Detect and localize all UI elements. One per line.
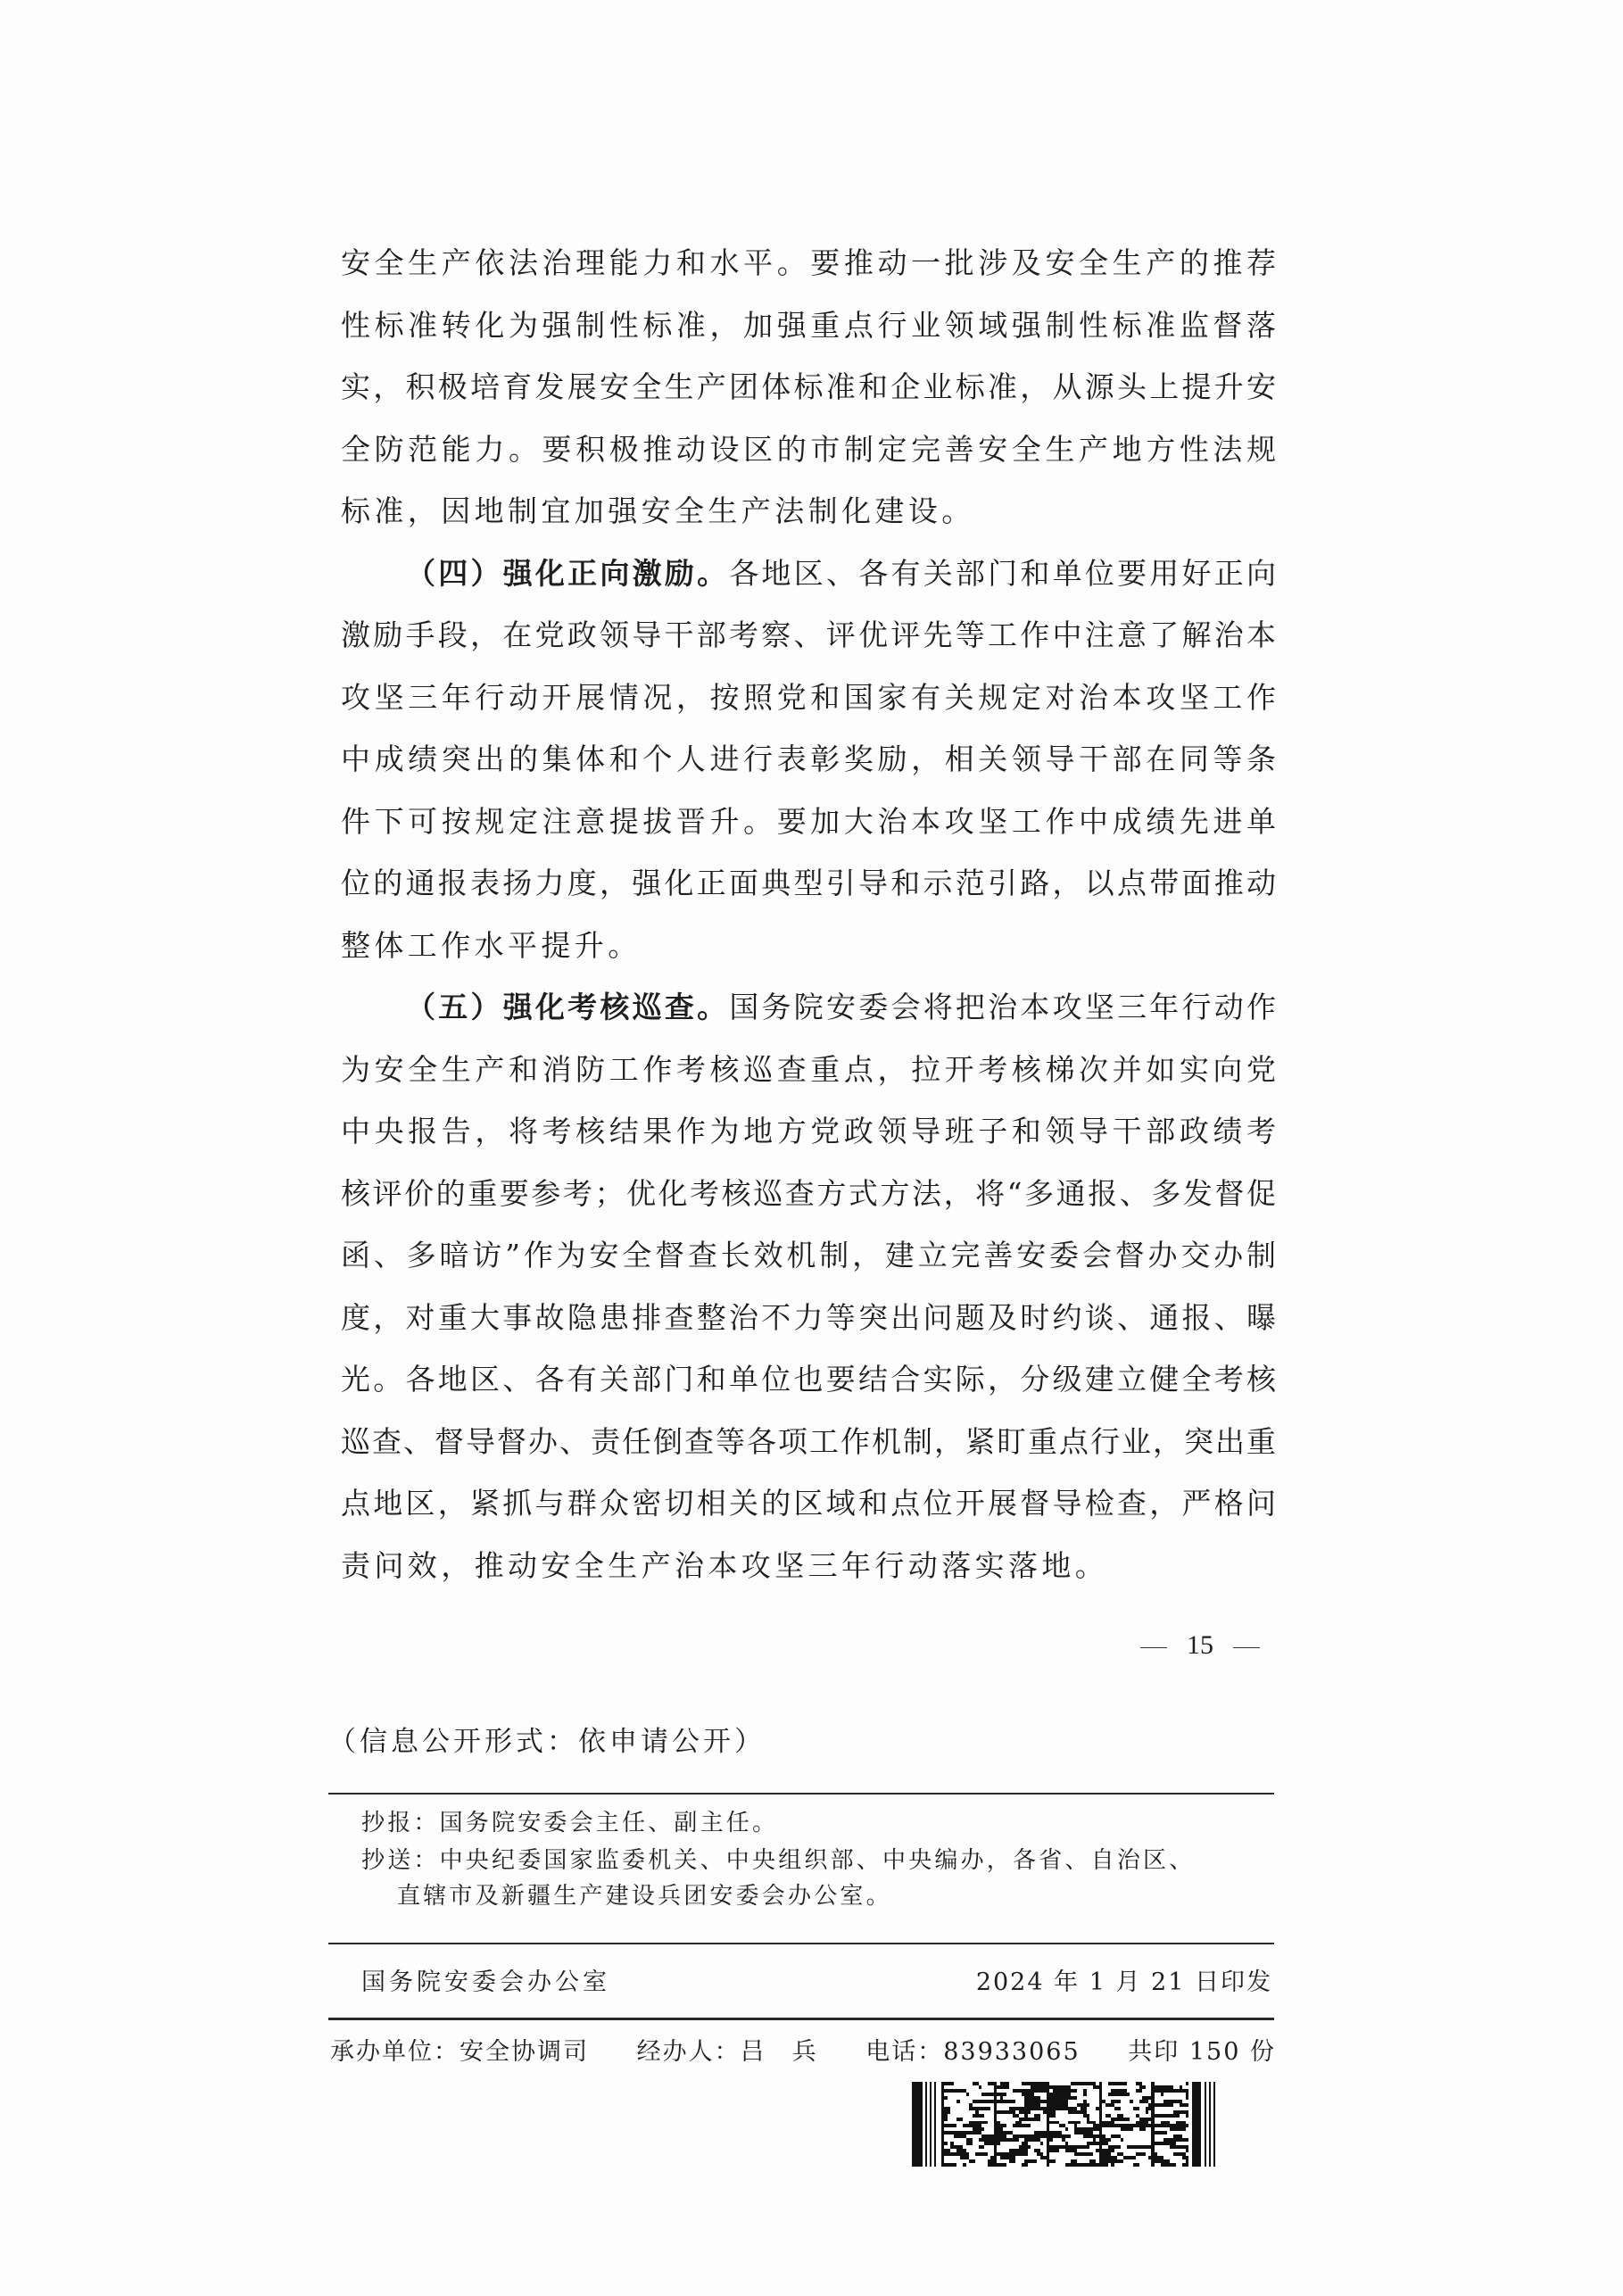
- body-line: [341, 1039, 1276, 1101]
- body-line: [341, 232, 1276, 294]
- body-line: [341, 667, 1276, 729]
- section-heading: （五）强化考核巡查。: [406, 990, 730, 1024]
- page-number: [1115, 1626, 1285, 1665]
- body-line-text: 激励手段，在党政领导干部考察、评优评先等工作中注意了解治本: [341, 618, 1276, 652]
- body-line: [341, 1287, 1276, 1349]
- copies: 共印 150 份: [1128, 2038, 1276, 2066]
- body-line-text: 度，对重大事故隐患排查整治不力等突出问题及时约谈、通报、曝: [341, 1299, 1276, 1335]
- body-line-text: 标准，因地制宜加强安全生产法制化建设。: [341, 493, 975, 528]
- dash-right: [1233, 1647, 1260, 1648]
- body-line-text: 为安全生产和消防工作考核巡查重点，拉开考核梯次并如实向党: [341, 1051, 1276, 1087]
- body-line-text: 点地区，紧抓与群众密切相关的区域和点位开展督导检查，严格问: [341, 1486, 1276, 1521]
- body-line: [341, 1535, 1276, 1597]
- divider-bottom: [328, 2018, 1274, 2020]
- disclosure-note: （信息公开形式：依申请公开）: [328, 1726, 766, 1758]
- body-line-text: 中央报告，将考核结果作为地方党政领导班子和领导干部政绩考: [341, 1114, 1276, 1148]
- body-line: [341, 1472, 1276, 1535]
- section-heading-line: [341, 976, 1276, 1039]
- body-line-text: 全防范能力。要积极推动设区的市制定完善安全生产地方性法规: [341, 431, 1276, 467]
- body-line-text: 函、多暗访”作为安全督查长效机制，建立完善安委会督办交办制: [341, 1238, 1276, 1272]
- body-line-text: 巡查、督导督办、责任倒查等各项工作机制，紧盯重点行业，突出重: [341, 1423, 1276, 1459]
- body-line: [341, 294, 1276, 357]
- body-line: [341, 1411, 1276, 1473]
- phone: 电话：83933065: [865, 2038, 1081, 2066]
- body-line: [341, 480, 1276, 543]
- dash-left: [1140, 1647, 1167, 1648]
- body-line-text: 攻坚三年行动开展情况，按照党和国家有关规定对治本攻坚工作: [341, 679, 1276, 715]
- issue-date: 2024 年 1 月 21 日印发: [975, 1969, 1272, 1996]
- cc-send-continued: 直辖市及新疆生产建设兵团安委会办公室。: [397, 1883, 892, 1910]
- body-line-text: 中成绩突出的集体和个人进行表彰奖励，相关领导干部在同等条: [341, 742, 1276, 776]
- handling-unit: 承办单位：安全协调司: [330, 2038, 589, 2066]
- footer-row: [330, 2035, 1276, 2070]
- body-line-text: 位的通报表扬力度，强化正面典型引导和示范引路，以点带面推动: [341, 866, 1276, 900]
- pdf417-barcode-icon: [912, 2082, 1215, 2167]
- body-line: [341, 1163, 1276, 1225]
- body-line: [341, 419, 1276, 481]
- page-number-value: 15: [1187, 1630, 1213, 1660]
- body-line-text: 各地区、各有关部门和单位要用好正向: [729, 555, 1277, 591]
- handler: 经办人：吕 兵: [636, 2038, 818, 2066]
- body-text: [341, 232, 1276, 1596]
- divider-top: [328, 1793, 1274, 1795]
- cc-send: 抄送：中央纪委国家监委机关、中央组织部、中央编办，各省、自治区、: [361, 1847, 1196, 1874]
- body-line: [341, 1100, 1276, 1163]
- body-line: [341, 915, 1276, 977]
- body-line: [341, 604, 1276, 667]
- section-heading-line: [341, 543, 1276, 605]
- divider-middle: [328, 1943, 1274, 1944]
- body-line: [341, 728, 1276, 791]
- body-line: [341, 1348, 1276, 1411]
- body-line: [341, 791, 1276, 853]
- body-line: [341, 852, 1276, 915]
- body-line-text: 件下可按规定注意提拔晋升。要加大治本攻坚工作中成绩先进单: [341, 803, 1276, 839]
- body-line: [341, 356, 1276, 419]
- body-line-text: 核评价的重要参考；优化考核巡查方式方法，将“多通报、多发督促: [341, 1175, 1276, 1211]
- body-line-text: 国务院安委会将把治本攻坚三年行动作: [729, 990, 1277, 1024]
- body-line-text: 责问效，推动安全生产治本攻坚三年行动落实落地。: [341, 1547, 1109, 1583]
- body-line-text: 安全生产依法治理能力和水平。要推动一批涉及安全生产的推荐: [341, 245, 1276, 280]
- body-line-text: 实，积极培育发展安全生产团体标准和企业标准，从源头上提升安: [341, 369, 1276, 404]
- body-line-text: 光。各地区、各有关部门和单位也要结合实际，分级建立健全考核: [341, 1362, 1276, 1397]
- issuer: 国务院安委会办公室: [361, 1969, 610, 1996]
- section-heading: （四）强化正向激励。: [406, 555, 730, 591]
- body-line: [341, 1224, 1276, 1287]
- body-line-text: 性标准转化为强制性标准，加强重点行业领域强制性标准监督落: [341, 307, 1276, 343]
- cc-report: 抄报：国务院安委会主任、副主任。: [361, 1810, 779, 1836]
- body-line-text: 整体工作水平提升。: [341, 927, 642, 963]
